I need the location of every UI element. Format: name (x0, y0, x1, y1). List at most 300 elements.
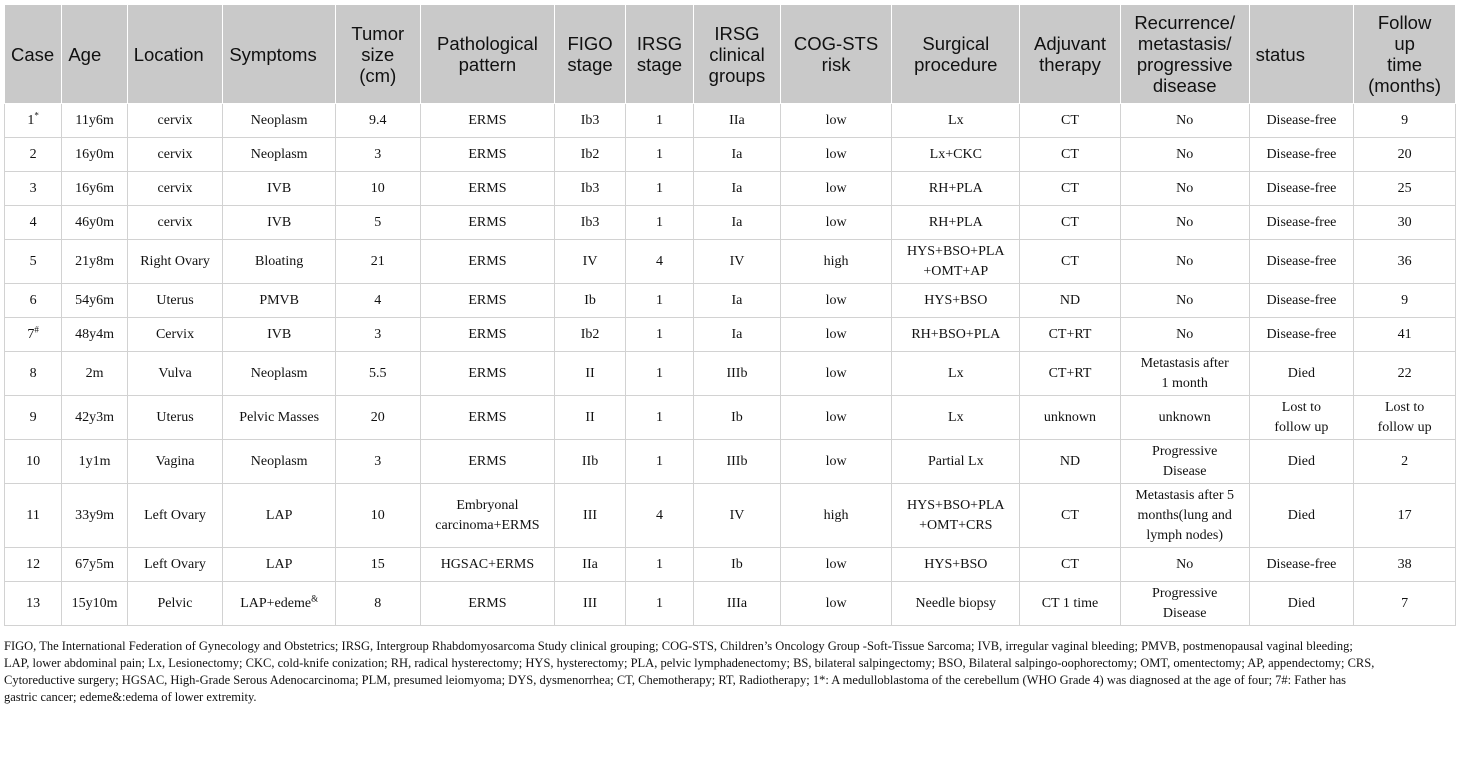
column-header-line: stage (636, 54, 683, 75)
table-cell (420, 396, 555, 440)
cell-text: 1 (655, 365, 663, 381)
cell-text: IIb (581, 453, 599, 469)
cell-text: III (583, 507, 598, 523)
cell-text: Ia (731, 326, 743, 342)
cell-text: II (585, 365, 595, 381)
column-header-line: risk (821, 54, 851, 75)
table-cell (62, 352, 127, 396)
table-row (5, 582, 1456, 626)
table-cell (127, 138, 223, 172)
cell-text: ERMS (468, 180, 507, 196)
table-cell (1249, 318, 1354, 352)
table-cell (555, 440, 625, 484)
table-cell (1354, 318, 1456, 352)
cell-text: IIIb (726, 453, 748, 469)
cell-text: Neoplasm (250, 112, 308, 128)
column-header-line: metastasis/ (1137, 33, 1232, 54)
cell-text: 17 (1397, 507, 1412, 523)
cell-text: 3 (374, 326, 382, 342)
cell-text: low (825, 180, 847, 196)
cell-text: Ib (584, 292, 596, 308)
table-cell (1120, 318, 1249, 352)
column-header-line: Case (11, 43, 55, 65)
cell-text: Embryonal (456, 497, 519, 513)
table-cell (780, 318, 892, 352)
table-cell (892, 240, 1020, 284)
cell-text: 33y9m (75, 507, 114, 523)
column-header-line: FIGO (567, 33, 613, 54)
table-cell (127, 318, 223, 352)
cell-text: 54y6m (75, 292, 114, 308)
case-cell (5, 104, 62, 138)
table-cell (336, 352, 421, 396)
table-cell (892, 548, 1020, 582)
cell-text: HGSAC+ERMS (440, 556, 535, 572)
cell-text: 1 (655, 409, 663, 425)
table-cell (420, 352, 555, 396)
cell-text: Ia (731, 180, 743, 196)
table-cell (1354, 396, 1456, 440)
cell-text: Ib3 (580, 180, 600, 196)
footnote-line: FIGO, The International Federation of Gynecology and Obstetrics; IRSG, Intergroup Rhabdomyosarcoma Study clinical grouping; COG-STS, Children’s Oncology Group -Soft-Tissue Sarcoma; IVB, irregular vaginal bleeding; PMVB, postmenopausal vaginal bleeding; (4, 639, 1353, 653)
cell-text: Metastasis after (1140, 355, 1229, 371)
cell-text: PMVB (259, 292, 299, 308)
table-cell (336, 104, 421, 138)
table-cell (1120, 284, 1249, 318)
table-cell (625, 284, 693, 318)
table-cell (694, 104, 781, 138)
column-header-line: Adjuvant (1033, 33, 1106, 54)
table-cell (1354, 352, 1456, 396)
cell-text: Died (1287, 595, 1316, 611)
cell-text: ERMS (468, 292, 507, 308)
column-header (336, 5, 421, 104)
cell-text: ERMS (468, 112, 507, 128)
cell-text: Uterus (156, 409, 194, 425)
cell-text: Lost to (1384, 399, 1425, 415)
cell-text: 38 (1397, 556, 1412, 572)
cell-text: ERMS (468, 253, 507, 269)
table-cell (420, 582, 555, 626)
table-cell (420, 138, 555, 172)
table-cell (625, 318, 693, 352)
cell-text: high (823, 253, 849, 269)
table-cell (336, 582, 421, 626)
table-cell (780, 240, 892, 284)
table-cell (127, 484, 223, 548)
table-cell (223, 352, 336, 396)
table-cell (892, 318, 1020, 352)
cell-text: low (825, 146, 847, 162)
cell-text: 20 (370, 409, 385, 425)
table-cell (127, 352, 223, 396)
table-cell (694, 138, 781, 172)
table-cell (625, 484, 693, 548)
cell-text: IVB (267, 326, 292, 342)
table-cell (1354, 484, 1456, 548)
table-cell (420, 284, 555, 318)
cell-text: CT 1 time (1041, 595, 1099, 611)
table-cell (780, 284, 892, 318)
cell-text: II (585, 409, 595, 425)
cell-text: ND (1059, 292, 1081, 308)
cell-text: +OMT+CRS (919, 517, 993, 533)
cell-text: 1 (655, 214, 663, 230)
column-header-line: Tumor (351, 22, 405, 44)
cell-text: low (825, 595, 847, 611)
table-row (5, 318, 1456, 352)
table-body (5, 104, 1456, 626)
table-cell (555, 582, 625, 626)
table-cell (555, 548, 625, 582)
table-cell (555, 318, 625, 352)
cell-text: 8 (374, 595, 382, 611)
table-cell (1120, 240, 1249, 284)
table-cell (892, 284, 1020, 318)
cell-text: 4 (655, 253, 663, 269)
cell-text: ND (1059, 453, 1081, 469)
cell-text: follow up (1274, 419, 1329, 435)
table-cell (1354, 206, 1456, 240)
cell-text: unknown (1158, 409, 1211, 425)
table-cell (223, 240, 336, 284)
cell-text: CT (1061, 507, 1079, 523)
cell-text: 1 (655, 146, 663, 162)
table-cell (1020, 396, 1121, 440)
cell-text: HYS+BSO+PLA (907, 497, 1005, 513)
case-cell (5, 396, 62, 440)
table-cell (780, 138, 892, 172)
cell-text: Ib2 (580, 326, 600, 342)
cell-text: 48y4m (75, 326, 114, 342)
table-cell (1249, 396, 1354, 440)
table-cell (1120, 440, 1249, 484)
cell-text: Disease-free (1266, 253, 1337, 269)
cell-text: Died (1287, 365, 1316, 381)
cell-text: Lx (948, 112, 964, 128)
column-header-line: pattern (458, 54, 517, 75)
table-cell (625, 206, 693, 240)
column-header-line: IRSG (636, 33, 683, 54)
cell-text: 15 (370, 556, 385, 572)
cell-text: No (1176, 180, 1194, 196)
table-cell (1020, 172, 1121, 206)
cell-text: ERMS (468, 409, 507, 425)
table-row (5, 284, 1456, 318)
cell-text: Metastasis after 5 (1135, 487, 1235, 503)
cell-text: low (825, 365, 847, 381)
table-cell (1354, 240, 1456, 284)
cell-text: Ia (731, 292, 743, 308)
table-cell (625, 240, 693, 284)
cell-text: ERMS (468, 365, 507, 381)
table-cell (555, 284, 625, 318)
table-cell (625, 548, 693, 582)
cell-text: 1 (655, 292, 663, 308)
table-cell (1120, 582, 1249, 626)
column-header (694, 5, 781, 104)
table-row (5, 104, 1456, 138)
cell-text: low (825, 453, 847, 469)
table-cell (223, 318, 336, 352)
cell-text: 7 (1401, 595, 1409, 611)
table-header (5, 5, 1456, 104)
cell-text: high (823, 507, 849, 523)
cell-text: low (825, 292, 847, 308)
cell-text: Lost to (1281, 399, 1322, 415)
cell-text: Disease-free (1266, 326, 1337, 342)
column-header-line: stage (567, 54, 613, 75)
cell-text: No (1176, 112, 1194, 128)
table-row (5, 138, 1456, 172)
cell-text: ERMS (468, 595, 507, 611)
table-cell (694, 484, 781, 548)
table-cell (1120, 352, 1249, 396)
case-footnote-mark: * (34, 109, 39, 120)
column-header (1249, 5, 1354, 104)
cell-text: 5.5 (369, 365, 387, 381)
cell-text: 36 (1397, 253, 1412, 269)
cell-text: LAP+edeme (240, 595, 312, 611)
cell-text: IVB (267, 180, 292, 196)
cell-text: 5 (374, 214, 382, 230)
cell-text: 30 (1397, 214, 1412, 230)
cell-text: No (1176, 146, 1194, 162)
table-cell (694, 352, 781, 396)
cell-text: Neoplasm (250, 453, 308, 469)
table-cell (127, 582, 223, 626)
case-cell (5, 172, 62, 206)
column-header-line: procedure (914, 54, 998, 75)
cell-text: 10 (370, 507, 385, 523)
table-cell (694, 396, 781, 440)
table-cell (780, 548, 892, 582)
cell-text: 10 (370, 180, 385, 196)
column-header (5, 5, 62, 104)
table-cell (223, 172, 336, 206)
cell-text: cervix (157, 180, 193, 196)
cell-text: 22 (1397, 365, 1412, 381)
cell-text: low (825, 409, 847, 425)
table-cell (1120, 548, 1249, 582)
table-cell (892, 104, 1020, 138)
column-header-line: therapy (1039, 54, 1101, 75)
case-cell (5, 138, 62, 172)
table-cell (1020, 318, 1121, 352)
cell-text: Ib2 (580, 146, 600, 162)
cell-text: Lx (948, 365, 964, 381)
column-header-line: status (1255, 43, 1305, 65)
table-cell (1020, 240, 1121, 284)
case-cell (5, 206, 62, 240)
table-cell (555, 138, 625, 172)
table-cell (555, 172, 625, 206)
table-cell (127, 548, 223, 582)
cell-text: 41 (1397, 326, 1412, 342)
cell-text: LAP (265, 556, 293, 572)
table-cell (1249, 352, 1354, 396)
cell-text: Ib (731, 409, 743, 425)
cell-text: Ia (731, 214, 743, 230)
case-number: 4 (29, 214, 37, 230)
table-cell (223, 548, 336, 582)
cell-text: 1y1m (78, 453, 111, 469)
column-header-line: size (361, 43, 395, 65)
table-cell (336, 284, 421, 318)
table-cell (1249, 104, 1354, 138)
case-cell (5, 240, 62, 284)
cell-text: low (825, 556, 847, 572)
case-number: 6 (29, 292, 37, 308)
cell-text: Disease (1162, 605, 1207, 621)
table-cell (1020, 582, 1121, 626)
table-cell (223, 582, 336, 626)
cell-text: IV (582, 253, 598, 269)
cell-text: 25 (1397, 180, 1412, 196)
cell-text: IV (729, 507, 745, 523)
cell-text: cervix (157, 112, 193, 128)
cell-text: 4 (655, 507, 663, 523)
table-cell (62, 396, 127, 440)
table-cell (127, 172, 223, 206)
table-cell (223, 484, 336, 548)
cell-text: CT+RT (1048, 326, 1092, 342)
footnote-line: LAP, lower abdominal pain; Lx, Lesionectomy; CKC, cold-knife conization; RH, radical hysterectomy; HYS, hysterectomy; PLA, pelvic lymphadenectomy; BS, bilateral salpingectomy; BSO, Bilateral salpingo-oophorectomy; OMT, omentectomy; AP, appendectomy; CRS, (4, 656, 1375, 670)
cell-text: carcinoma+ERMS (435, 517, 540, 533)
case-number: 2 (29, 146, 37, 162)
footnote-line: Cytoreductive surgery; HGSAC, High-Grade Serous Adenocarcinoma; PLM, presumed leiomyoma; DYS, dysmenorrhea; CT, Chemotherapy; RT, Radiotherapy; 1*: A medulloblastoma of the cerebellum (WHO Grade 4) was diagnosed at the age of four; 7#: Father has (4, 673, 1346, 687)
table-cell (420, 240, 555, 284)
cell-text: 9 (1401, 292, 1409, 308)
cell-text: Left Ovary (144, 556, 206, 572)
case-cell (5, 548, 62, 582)
column-header-line: Symptoms (229, 43, 317, 65)
table-cell (625, 104, 693, 138)
cell-text: Ia (731, 146, 743, 162)
case-cell (5, 284, 62, 318)
case-number: 7 (27, 326, 35, 342)
table-cell (625, 396, 693, 440)
table-cell (1120, 172, 1249, 206)
table-cell (420, 484, 555, 548)
table-cell (127, 206, 223, 240)
case-cell (5, 318, 62, 352)
table-cell (892, 396, 1020, 440)
table-cell (62, 240, 127, 284)
column-header-line: clinical (709, 43, 765, 65)
table-cell (62, 582, 127, 626)
cell-text: IIIa (726, 595, 748, 611)
column-header-line: Recurrence/ (1134, 12, 1236, 33)
table-cell (555, 484, 625, 548)
table-cell (127, 284, 223, 318)
table-row (5, 240, 1456, 284)
cell-text: +OMT+AP (923, 263, 989, 279)
cell-text: Disease-free (1266, 556, 1337, 572)
column-header (1354, 5, 1456, 104)
table-cell (1020, 484, 1121, 548)
case-cell (5, 440, 62, 484)
column-header (1120, 5, 1249, 104)
table-cell (62, 440, 127, 484)
case-number: 3 (29, 180, 37, 196)
cell-text: low (825, 214, 847, 230)
cell-text: 42y3m (75, 409, 114, 425)
column-header-line: Age (68, 43, 102, 65)
table-cell (223, 284, 336, 318)
table-cell (1020, 284, 1121, 318)
column-header (625, 5, 693, 104)
column-header (223, 5, 336, 104)
table-cell (892, 440, 1020, 484)
column-header-line: (months) (1368, 75, 1442, 96)
case-number: 11 (26, 507, 40, 523)
table-cell (1249, 582, 1354, 626)
cell-text: Needle biopsy (915, 595, 997, 611)
cell-text: IIa (582, 556, 598, 572)
cell-text: lymph nodes) (1146, 527, 1223, 543)
cell-text: HYS+BSO (924, 556, 988, 572)
cell-text: 16y0m (75, 146, 114, 162)
cell-text: 20 (1397, 146, 1412, 162)
table-cell (780, 352, 892, 396)
cell-text: Died (1287, 453, 1316, 469)
column-header-line: groups (708, 64, 766, 86)
table-cell (62, 104, 127, 138)
cell-text: HYS+BSO (924, 292, 988, 308)
table-cell (127, 104, 223, 138)
table-footnote (4, 638, 1456, 706)
case-number: 9 (29, 409, 37, 425)
table-figure (4, 4, 1456, 706)
table-cell (336, 548, 421, 582)
cell-text: 1 (655, 326, 663, 342)
table-cell (62, 138, 127, 172)
cell-text: Disease-free (1266, 292, 1337, 308)
case-cell (5, 484, 62, 548)
symptom-footnote-mark: & (311, 592, 319, 603)
table-cell (1249, 206, 1354, 240)
table-cell (127, 440, 223, 484)
table-cell (1020, 352, 1121, 396)
cell-text: RH+BSO+PLA (911, 326, 1001, 342)
cell-text: LAP (265, 507, 293, 523)
cell-text: low (825, 326, 847, 342)
cell-text: 11y6m (75, 112, 114, 128)
table-cell (892, 484, 1020, 548)
cell-text: 2 (1401, 453, 1409, 469)
table-cell (1249, 440, 1354, 484)
column-header-line: time (1387, 54, 1423, 75)
cell-text: RH+PLA (928, 180, 983, 196)
table-cell (1249, 484, 1354, 548)
cell-text: Disease-free (1266, 214, 1337, 230)
table-cell (62, 172, 127, 206)
table-cell (780, 396, 892, 440)
cell-text: No (1176, 292, 1194, 308)
case-number: 8 (29, 365, 37, 381)
table-cell (1120, 206, 1249, 240)
cell-text: No (1176, 326, 1194, 342)
table-cell (892, 172, 1020, 206)
table-row (5, 352, 1456, 396)
cell-text: 9.4 (369, 112, 387, 128)
cell-text: unknown (1043, 409, 1097, 425)
table-cell (555, 240, 625, 284)
cell-text: No (1176, 214, 1194, 230)
cell-text: 3 (374, 146, 382, 162)
cell-text: Died (1287, 507, 1316, 523)
